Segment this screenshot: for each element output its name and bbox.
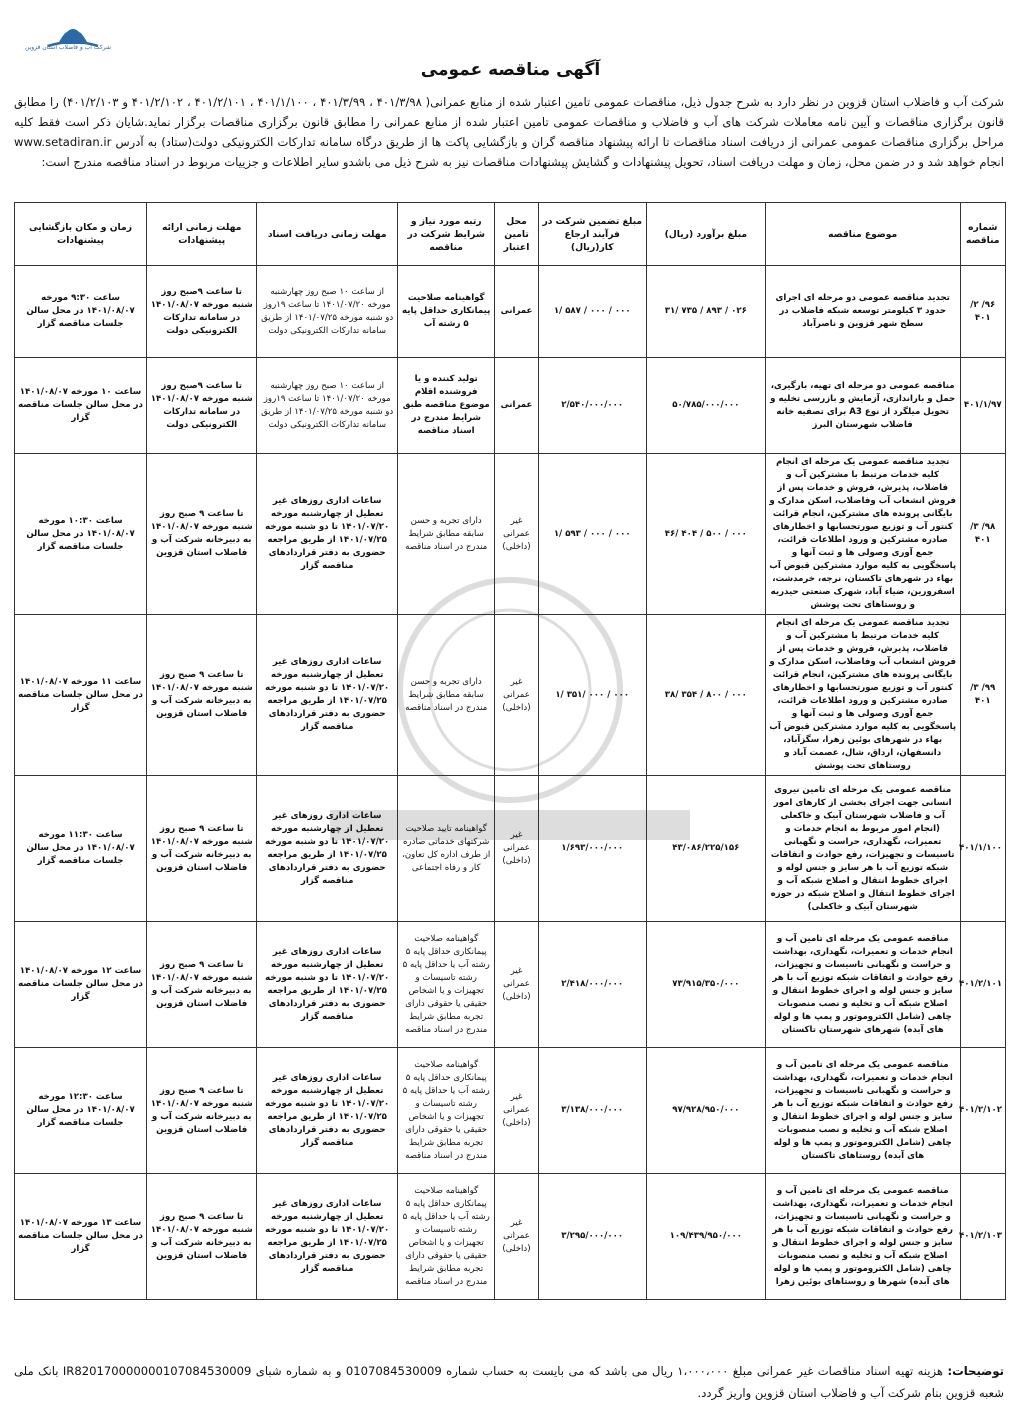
cell-subject: تجدید مناقصه عمومی یک مرحله ای انجام کلیه خدمات مرتبط با مشترکین آب و فاضلاب، پذیرش، فروش و خدمات پس از فروش انشعاب آب وفاضلاب، اسکن مدارک و بایگانی پرونده های مشترکین، انجام قرائت کنتور آب و توزیع صورتحسابها و اخطارهای صادره مشترکین و ورود اطلاعات قرائت، جمع آوری وصولی ها و ثبت آنها و پاسخگویی به کلیه موارد مشترکین قبوض آب بهاء در شهرهای بوئین زهرا، سگزآباد، دانسفهان، ارداق، شال، عصمت آباد و روستاهای تحت پوشش — [765, 615, 960, 776]
cell-qualification: تولید کننده و یا فروشنده اقلام موضوع مناقصه طبق شرایط مندرج در اسناد مناقصه — [398, 358, 495, 454]
cell-funding: غیر عمرانی (داخلی) — [495, 1048, 538, 1174]
cell-opening: ساعت ۱۲:۳۰ مورخه ۱۴۰۱/۰۸/۰۷ در محل سالن جلسات مناقصه گزار — [15, 1048, 147, 1174]
header-opening: زمان و مکان بازگشایی پیشنهادات — [15, 203, 147, 266]
cell-number: ۹۹/ ۳/ ۴۰۱ — [960, 615, 1005, 776]
cell-estimate: ۱۰۹/۴۳۹/۹۵۰/۰۰۰ — [646, 1174, 765, 1300]
cell-estimate: ۵۰/۷۸۵/۰۰۰/۰۰۰ — [646, 358, 765, 454]
header-guarantee: مبلغ تضمین شرکت در فرآیند ارجاع کار(ریال) — [538, 203, 646, 266]
cell-qualification: گواهینامه صلاحیت پیمانکاری حداقل پایه ۵ رشته آب یا حداقل پایه ۵ رشته تاسیسات و تجهیزات و یا اشخاص حقیقی یا حقوقی دارای تجربه مطابق شرایط مندرج در اسناد مناقصه — [398, 1174, 495, 1300]
cell-qualification: گواهینامه صلاحیت پیمانکاری حداقل پایه ۵ رشته آب یا حداقل پایه ۵ رشته تاسیسات و تجهیزات و یا اشخاص حقیقی یا حقوقی دارای تجربه مطابق شرایط مندرج در اسناد مناقصه — [398, 922, 495, 1048]
cell-doc-deadline: ساعات اداری روزهای غیر تعطیل از چهارشنبه مورخه ۱۴۰۱/۰۷/۲۰ تا دو شنبه مورخه ۱۴۰۱/۰۷/۲۵ از طریق مراجعه حضوری به دفتر قراردادهای مناقصه گزار — [257, 922, 398, 1048]
cell-doc-deadline: ساعات اداری روزهای غیر تعطیل از چهارشنبه مورخه ۱۴۰۱/۰۷/۲۰ تا دو شنبه مورخه ۱۴۰۱/۰۷/۲۵ از طریق مراجعه حضوری به دفتر قراردادهای مناقصه گزار — [257, 776, 398, 922]
cell-guarantee: ۳/۱۳۸/۰۰۰/۰۰۰ — [538, 1048, 646, 1174]
cell-funding: غیر عمرانی (داخلی) — [495, 922, 538, 1048]
table-row — [15, 776, 1006, 922]
cell-estimate: ۷۳/۹۱۵/۳۵۰/۰۰۰ — [646, 922, 765, 1048]
cell-doc-deadline: ساعات اداری روزهای غیر تعطیل از چهارشنبه مورخه ۱۴۰۱/۰۷/۲۰ تا دو شنبه مورخه ۱۴۰۱/۰۷/۲۵ از طریق مراجعه حضوری به دفتر قراردادهای مناقصه گزار — [257, 1174, 398, 1300]
table-row — [15, 615, 1006, 776]
cell-number: ۴۰۱/۱/۹۷ — [960, 358, 1005, 454]
cell-subject: تجدید مناقصه عمومی یک مرحله ای انجام کلیه خدمات مرتبط با مشترکین آب و فاضلاب، پذیرش، فروش و خدمات پس از فروش انشعاب آب وفاضلاب، اسکن مدارک و بایگانی پرونده های مشترکین، انجام قرائت کنتور آب و توزیع صورتحسابها و اخطارهای صادره مشترکین و ورود اطلاعات قرائت، جمع آوری وصولی ها و ثبت آنها و پاسخگویی به کلیه موارد مشترکین قبوض آب بهاء در شهرهای تاکستان، نرجه، خرمدشت، اسفرورین، ضیاء آباد، شهرک صنعتی حیدریه و روستاهای تحت پوشش — [765, 454, 960, 615]
cell-qualification: گواهینامه تایید صلاحیت شرکتهای خدماتی صادره از طرف اداره کل تعاون، کار و رفاه اجتماعی — [398, 776, 495, 922]
cell-bid-deadline: تا ساعت ۹ صبح روز شنبه مورخه ۱۴۰۱/۰۸/۰۷ به دبیرخانه شرکت آب و فاضلاب استان قزوین — [147, 776, 257, 922]
cell-estimate: ۴۳/۰۸۶/۲۲۵/۱۵۶ — [646, 776, 765, 922]
cell-opening: ساعت ۱۰:۳۰ مورخه ۱۴۰۱/۰۸/۰۷ در محل سالن جلسات مناقصه گزار — [15, 454, 147, 615]
cell-opening: ساعت ۱۳ مورخه ۱۴۰۱/۰۸/۰۷ در محل سالن جلسات مناقصه گزار — [15, 1174, 147, 1300]
cell-opening: ساعت ۱۱:۳۰ مورخه ۱۴۰۱/۰۸/۰۷ در محل سالن جلسات مناقصه گزار — [15, 776, 147, 922]
header-doc-deadline: مهلت زمانی دریافت اسناد — [257, 203, 398, 266]
cell-opening: ساعت ۱۰ مورخه ۱۴۰۱/۰۸/۰۷ در محل سالن جلسات مناقصه گزار — [15, 358, 147, 454]
cell-subject: مناقصه عمومی یک مرحله ای تامین آب و انجام خدمات و تعمیرات، نگهداری، بهداشت و حراست و نگهبانی تاسیسات و تجهیزات، رفع حوادث و اتفاقات شبکه توزیع آب با هر سایز و جنس لوله و اجرای خطوط انتقال و اصلاح شبکه آب و تخلیه و نصب منصوبات چاهی (شامل الکتروموتور و پمپ ها و لوله های آبده) شهرهای شهرستان تاکستان — [765, 922, 960, 1048]
cell-funding: عمرانی — [495, 266, 538, 358]
cell-guarantee: ۱/ ۵۹۳ / ۰۰۰ / ۰۰۰ — [538, 454, 646, 615]
table-row — [15, 358, 1006, 454]
cell-estimate: ۳۱/ ۷۳۵ / ۸۹۳ / ۰۲۶ — [646, 266, 765, 358]
header-bid-deadline: مهلت زمانی ارائه پیشنهادات — [147, 203, 257, 266]
cell-number: ۹۸/ ۳/ ۴۰۱ — [960, 454, 1005, 615]
cell-subject: مناقصه عمومی دو مرحله ای تهیه، بارگیری، حمل و باراندازی، آزمایش و بازرسی تخلیه و تحویل میلگرد از نوع A3 برای تصفیه خانه فاضلاب شهرستان البرز — [765, 358, 960, 454]
cell-doc-deadline: ساعات اداری روزهای غیر تعطیل از چهارشنبه مورخه ۱۴۰۱/۰۷/۲۰ تا دو شنبه مورخه ۱۴۰۱/۰۷/۲۵ از طریق مراجعه حضوری به دفتر قراردادهای مناقصه گزار — [257, 615, 398, 776]
cell-guarantee: ۲/۵۴۰/۰۰۰/۰۰۰ — [538, 358, 646, 454]
cell-qualification: دارای تجربه و حسن سابقه مطابق شرایط مندرج در اسناد مناقصه — [398, 615, 495, 776]
table-row — [15, 1048, 1006, 1174]
cell-number: ۹۶/ ۲/ ۴۰۱ — [960, 266, 1005, 358]
cell-funding: غیر عمرانی (داخلی) — [495, 615, 538, 776]
cell-number: ۴۰۱/۲/۱۰۳ — [960, 1174, 1005, 1300]
cell-qualification: گواهینامه صلاحیت پیمانکاری حداقل پایه ۵ رشته آب — [398, 266, 495, 358]
footer-notes — [14, 1360, 1004, 1404]
cell-funding: غیر عمرانی (داخلی) — [495, 454, 538, 615]
cell-doc-deadline: از ساعت ۱۰ صبح روز چهارشنبه مورخه ۱۴۰۱/۰۷/۲۰ تا ساعت ۱۹روز دو شنبه مورخه ۱۴۰۱/۰۷/۲۵ از طریق سامانه تدارکات الکترونیکی دولت — [257, 266, 398, 358]
cell-doc-deadline: ساعات اداری روزهای غیر تعطیل از چهارشنبه مورخه ۱۴۰۱/۰۷/۲۰ تا دو شنبه مورخه ۱۴۰۱/۰۷/۲۵ از طریق مراجعه حضوری به دفتر قراردادهای مناقصه گزار — [257, 1048, 398, 1174]
cell-funding: غیر عمرانی (داخلی) — [495, 776, 538, 922]
cell-guarantee: ۱/ ۳۵۱/ ۰۰۰ / ۰۰۰ — [538, 615, 646, 776]
cell-funding: عمرانی — [495, 358, 538, 454]
tenders-table — [14, 202, 1006, 1300]
cell-number: ۴۰۱/۱/۱۰۰ — [960, 776, 1005, 922]
cell-qualification: گواهینامه صلاحیت پیمانکاری حداقل پایه ۵ رشته آب یا حداقل پایه ۵ رشته تاسیسات و تجهیزات و یا اشخاص حقیقی یا حقوقی دارای تجربه مطابق شرایط مندرج در اسناد مناقصه — [398, 1048, 495, 1174]
cell-guarantee: ۲/۴۱۸/۰۰۰/۰۰۰ — [538, 922, 646, 1048]
footer-label: توضیحات: — [947, 1364, 1005, 1378]
cell-number: ۴۰۱/۲/۱۰۲ — [960, 1048, 1005, 1174]
cell-bid-deadline: تا ساعت ۹صبح روز شنبه مورخه ۱۴۰۱/۰۸/۰۷ در سامانه تدارکات الکترونیکی دولت — [147, 266, 257, 358]
header-qualification: رتبه مورد نیاز و شرایط شرکت در مناقصه — [398, 203, 495, 266]
cell-estimate: ۴۶/ ۴۰۴ / ۵۰۰ / ۰۰۰ — [646, 454, 765, 615]
cell-estimate: ۳۸/ ۳۵۴ / ۸۰۰ / ۰۰۰ — [646, 615, 765, 776]
cell-bid-deadline: تا ساعت ۹صبح روز شنبه مورخه ۱۴۰۱/۰۸/۰۷ در سامانه تدارکات الکترونیکی دولت — [147, 358, 257, 454]
table-row — [15, 454, 1006, 615]
header-estimate: مبلغ برآورد (ریال) — [646, 203, 765, 266]
intro-paragraph: شرکت آب و فاضلاب استان قزوین در نظر دارد به شرح جدول ذیل، مناقصات عمومی تامین اعتبار شده از منابع عمرانی( ۴۰۱/۳/۹۸ ، ۴۰۱/۳/۹۹ ، ۴۰۱/۱/۱۰۰ ، ۴۰۱/۲/۱۰۱ ، ۴۰۱/۲/۱۰۲ و ۴۰۱/۲/۱۰۳) را مطابق قانون برگزاری مناقصات و آیین نامه معاملات شرکت های آب و فاضلاب و مناقصات عمومی تامین اعتبار شده از منابع عمرانی را مطابق قانون برگزاری مناقصات برگزار نماید.شایان ذکر است فقط کلیه مراحل برگزاری مناقصات عمومی عمرانی از دریافت اسناد مناقصات تا ارائه پیشنهاد مناقصه گران و بازگشایی پاکت ها از طریق درگاه سامانه تدارکات الکترونیکی دولت(ستاد) به آدرس www.setadiran.ir انجام خواهد شد و در ضمن محل، زمان و مهلت دریافت اسناد، تحویل پیشنهادات و گشایش پیشنهادات مناقصات نیز به شرح ذیل می باشدو سایر اطلاعات و جزییات مربوط در اسناد مناقصه مندرج است: — [14, 95, 1004, 169]
page-title: آگهی مناقصه عمومی — [420, 60, 601, 80]
cell-guarantee: ۱/۶۹۳/۰۰۰/۰۰۰ — [538, 776, 646, 922]
cell-bid-deadline: تا ساعت ۹ صبح روز شنبه مورخه ۱۴۰۱/۰۸/۰۷ به دبیرخانه شرکت آب و فاضلاب استان قزوین — [147, 454, 257, 615]
table-header-row — [15, 203, 1006, 266]
cell-opening: ساعت ۱۲ مورخه ۱۴۰۱/۰۸/۰۷ در محل سالن جلسات مناقصه گزار — [15, 922, 147, 1048]
cell-subject: مناقصه عمومی یک مرحله ای تامین آب و انجام خدمات و تعمیرات، نگهداری، بهداشت و حراست و نگهبانی تاسیسات و تجهیزات، رفع حوادث و اتفاقات شبکه توزیع آب با هر سایز و جنس لوله و اجرای خطوط انتقال و اصلاح شبکه آب و تخلیه و نصب منصوبات چاهی (شامل الکتروموتور و پمپ ها و لوله های آبده) شهرها و روستاهای بوئین زهرا — [765, 1174, 960, 1300]
cell-bid-deadline: تا ساعت ۹ صبح روز شنبه مورخه ۱۴۰۱/۰۸/۰۷ به دبیرخانه شرکت آب و فاضلاب استان قزوین — [147, 1174, 257, 1300]
header-number: شماره مناقصه — [960, 203, 1005, 266]
footer-text: هزینه تهیه اسناد مناقصات غیر عمرانی مبلغ ۱،۰۰۰،۰۰۰ ریال می باشد که می بایست به حساب شماره 0107084530009 و به شماره شبای IR820170000000107084530009 بانک ملی شعبه قزوین بنام شرکت آب و فاضلاب استان قزوین واریز گردد. — [14, 1364, 1004, 1400]
cell-subject: مناقصه عمومی یک مرحله ای تامین نیروی انسانی جهت اجرای بخشی از کارهای امور آب و فاضلاب شهرستان آبیک و خاکعلی (انجام امور مربوط به انجام خدمات و تعمیرات، نگهداری، حراست و نگهبانی تاسیسات و تجهیزات، رفع حوادث و اتفاقات شبکه توزیع آب با هر سایز و جنس لوله و اجرای خطوط انتقال و اصلاح شبکه آب و اجرای خطوط انتقال و اصلاح شبکه در حوزه شهرستان آبیک و خاکعلی) — [765, 776, 960, 922]
cell-bid-deadline: تا ساعت ۹ صبح روز شنبه مورخه ۱۴۰۱/۰۸/۰۷ به دبیرخانه شرکت آب و فاضلاب استان قزوین — [147, 922, 257, 1048]
cell-opening: ساعت ۱۱ مورخه ۱۴۰۱/۰۸/۰۷ در محل سالن جلسات مناقصه گزار — [15, 615, 147, 776]
cell-qualification: دارای تجربه و حسن سابقه مطابق شرایط مندرج در اسناد مناقصه — [398, 454, 495, 615]
cell-guarantee: ۳/۲۹۵/۰۰۰/۰۰۰ — [538, 1174, 646, 1300]
cell-estimate: ۹۷/۹۲۸/۹۵۰/۰۰۰ — [646, 1048, 765, 1174]
logo-caption: شرکت آب و فاضلاب استان قزوین — [25, 44, 111, 51]
table-row — [15, 922, 1006, 1048]
header-funding: محل تامین اعتبار — [495, 203, 538, 266]
cell-opening: ساعت ۹:۳۰ مورخه ۱۴۰۱/۰۸/۰۷ در محل سالن جلسات مناقصه گزار — [15, 266, 147, 358]
cell-doc-deadline: ساعات اداری روزهای غیر تعطیل از چهارشنبه مورخه ۱۴۰۱/۰۷/۲۰ تا دو شنبه مورخه ۱۴۰۱/۰۷/۲۵ از طریق مراجعه حضوری به دفتر قراردادهای مناقصه گزار — [257, 454, 398, 615]
cell-guarantee: ۱/ ۵۸۷ / ۰۰۰ / ۰۰۰ — [538, 266, 646, 358]
cell-bid-deadline: تا ساعت ۹ صبح روز شنبه مورخه ۱۴۰۱/۰۸/۰۷ به دبیرخانه شرکت آب و فاضلاب استان قزوین — [147, 615, 257, 776]
table-row — [15, 1174, 1006, 1300]
cell-funding: غیر عمرانی (داخلی) — [495, 1174, 538, 1300]
table-row — [15, 266, 1006, 358]
cell-bid-deadline: تا ساعت ۹ صبح روز شنبه مورخه ۱۴۰۱/۰۸/۰۷ به دبیرخانه شرکت آب و فاضلاب استان قزوین — [147, 1048, 257, 1174]
cell-doc-deadline: از ساعت ۱۰ صبح روز چهارشنبه مورخه ۱۴۰۱/۰۷/۲۰ تا ساعت ۱۹روز دو شنبه مورخه ۱۴۰۱/۰۷/۲۵ از طریق سامانه تدارکات الکترونیکی دولت — [257, 358, 398, 454]
cell-subject: مناقصه عمومی یک مرحله ای تامین آب و انجام خدمات و تعمیرات، نگهداری، بهداشت و حراست و نگهبانی تاسیسات و تجهیزات، رفع حوادث و اتفاقات شبکه توزیع آب با هر سایز و جنس لوله و اجرای خطوط انتقال و اصلاح شبکه آب و تخلیه و نصب منصوبات چاهی (شامل الکتروموتور و پمپ ها و لوله های آبده) روستاهای تاکستان — [765, 1048, 960, 1174]
cell-subject: تجدید مناقصه عمومی دو مرحله ای اجرای حدود ۳ کیلومتر توسعه شبکه فاضلاب در سطح شهر قزوین و ناصرآباد — [765, 266, 960, 358]
cell-number: ۴۰۱/۲/۱۰۱ — [960, 922, 1005, 1048]
header-subject: موضوع مناقصه — [765, 203, 960, 266]
